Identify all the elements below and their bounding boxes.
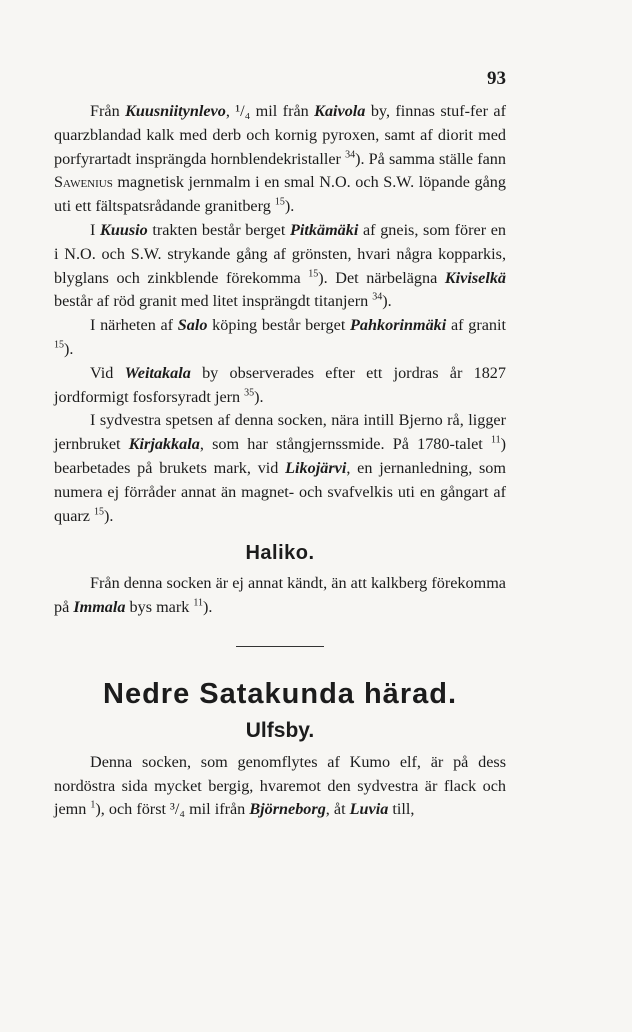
place-name: Luvia bbox=[349, 800, 389, 819]
text-run: , åt bbox=[325, 800, 350, 819]
place-name: Likojärvi bbox=[285, 458, 347, 477]
text-run: trakten består berget bbox=[147, 220, 290, 239]
text-run: by, finnas stuf-fer af quarzblandad kalk med derb och kornig pyroxen, samt af diorit med porfyrartadt insprängda hornblendekristaller bbox=[54, 102, 506, 168]
text-run: bys mark bbox=[125, 597, 194, 616]
text-run: köping består berget bbox=[207, 316, 351, 335]
place-name: Kuusniitynlevo bbox=[125, 102, 226, 120]
text-run: I bbox=[90, 220, 101, 239]
text-run: I närheten af bbox=[90, 316, 178, 335]
text-run: ). bbox=[104, 506, 114, 525]
text-run: I sydvestra spetsen af denna socken, nära intill Bjerno rå, ligger jernbruket bbox=[54, 411, 506, 454]
body-text bbox=[54, 100, 506, 822]
paragraph bbox=[54, 362, 506, 410]
text-run: Från denna socken är ej annat kändt, än att kalkberg förekomma på bbox=[54, 574, 506, 616]
place-name: Pahkorinmäki bbox=[350, 316, 447, 335]
text-run: Vid bbox=[90, 363, 125, 382]
place-name: Salo bbox=[177, 316, 208, 335]
text-run: består af röd granit med litet insprängdt titanjern bbox=[54, 292, 373, 311]
text-run: ). bbox=[203, 597, 213, 616]
text-run: , som har stångjernssmide. På 1780-talet bbox=[199, 435, 491, 454]
paragraph bbox=[54, 219, 506, 314]
paragraph bbox=[54, 751, 506, 822]
paragraph-group-1 bbox=[54, 100, 506, 528]
text-run: ). bbox=[382, 292, 392, 311]
place-name: Kaivola bbox=[314, 102, 366, 120]
text-run: magnetisk jernmalm i en smal N.O. och S.W. löpande gång uti ett fältspatsrådande granitberg bbox=[54, 173, 506, 216]
paragraph bbox=[54, 409, 506, 528]
paragraph bbox=[54, 314, 506, 362]
district-heading: Nedre Satakunda härad. bbox=[103, 677, 457, 710]
footnote-ref: 11 bbox=[490, 434, 501, 446]
section-divider bbox=[236, 646, 324, 647]
place-name: Björneborg bbox=[249, 800, 326, 819]
footnote-ref: 15 bbox=[94, 506, 104, 518]
footnote-ref: 35 bbox=[244, 387, 255, 399]
footnote-ref: 34 bbox=[372, 291, 383, 303]
text-run: , ¹/₄ mil från bbox=[225, 102, 315, 120]
footnote-ref: 11 bbox=[193, 597, 204, 609]
text-run: ). På samma ställe fann bbox=[355, 149, 506, 168]
paragraph-group-3 bbox=[54, 751, 506, 822]
place-name: Kiviselkä bbox=[444, 268, 507, 287]
paragraph bbox=[54, 100, 506, 219]
text-run: af gneis, som förer en i N.O. och S.W. strykande gång af grönsten, hvari några kopparkis, blyglans och zinkblende förekomma bbox=[54, 220, 507, 287]
page-number: 93 bbox=[487, 68, 506, 89]
paragraph bbox=[54, 572, 506, 620]
text-run: by observerades efter ett jordras år 1827 jordformigt fosforsyradt jern bbox=[54, 363, 506, 406]
place-name: Kuusio bbox=[100, 220, 148, 239]
paragraph-group-2 bbox=[54, 572, 506, 620]
text-run: af granit bbox=[446, 316, 506, 335]
place-name: Immala bbox=[73, 597, 126, 616]
person-name: Sawenius bbox=[54, 173, 113, 192]
footnote-ref: 1 bbox=[90, 799, 96, 811]
text-run: Från bbox=[90, 102, 126, 120]
text-run: ). bbox=[284, 197, 295, 216]
text-run: ). bbox=[254, 387, 264, 406]
footnote-ref: 15 bbox=[54, 339, 64, 351]
parish-heading-ulfsby: Ulfsby. bbox=[245, 718, 315, 742]
place-name: Weitakala bbox=[124, 363, 191, 382]
text-run: Denna socken, som genomflytes af Kumo elf, är på dess nordöstra sida mycket bergig, hvaremot den sydvestra är flack och jemn bbox=[54, 752, 506, 819]
footnote-ref: 15 bbox=[308, 268, 319, 280]
footnote-ref: 34 bbox=[345, 149, 356, 161]
section-heading-haliko: Haliko. bbox=[245, 542, 315, 565]
place-name: Kirjakkala bbox=[128, 435, 200, 454]
text-run: ) bearbetades på brukets mark, vid bbox=[54, 435, 506, 477]
text-run: , en jernanledning, som numera ej förråder annat än magnet- och svafvelkis uti en gångart af quarz bbox=[54, 458, 506, 525]
footnote-ref: 15 bbox=[274, 196, 285, 208]
text-run: ). Det närbelägna bbox=[318, 268, 445, 287]
text-run: ). bbox=[64, 339, 74, 358]
place-name: Pitkämäki bbox=[290, 220, 359, 239]
text-run: till, bbox=[388, 800, 415, 819]
text-run: ), och först ³/₄ mil ifrån bbox=[95, 800, 250, 819]
